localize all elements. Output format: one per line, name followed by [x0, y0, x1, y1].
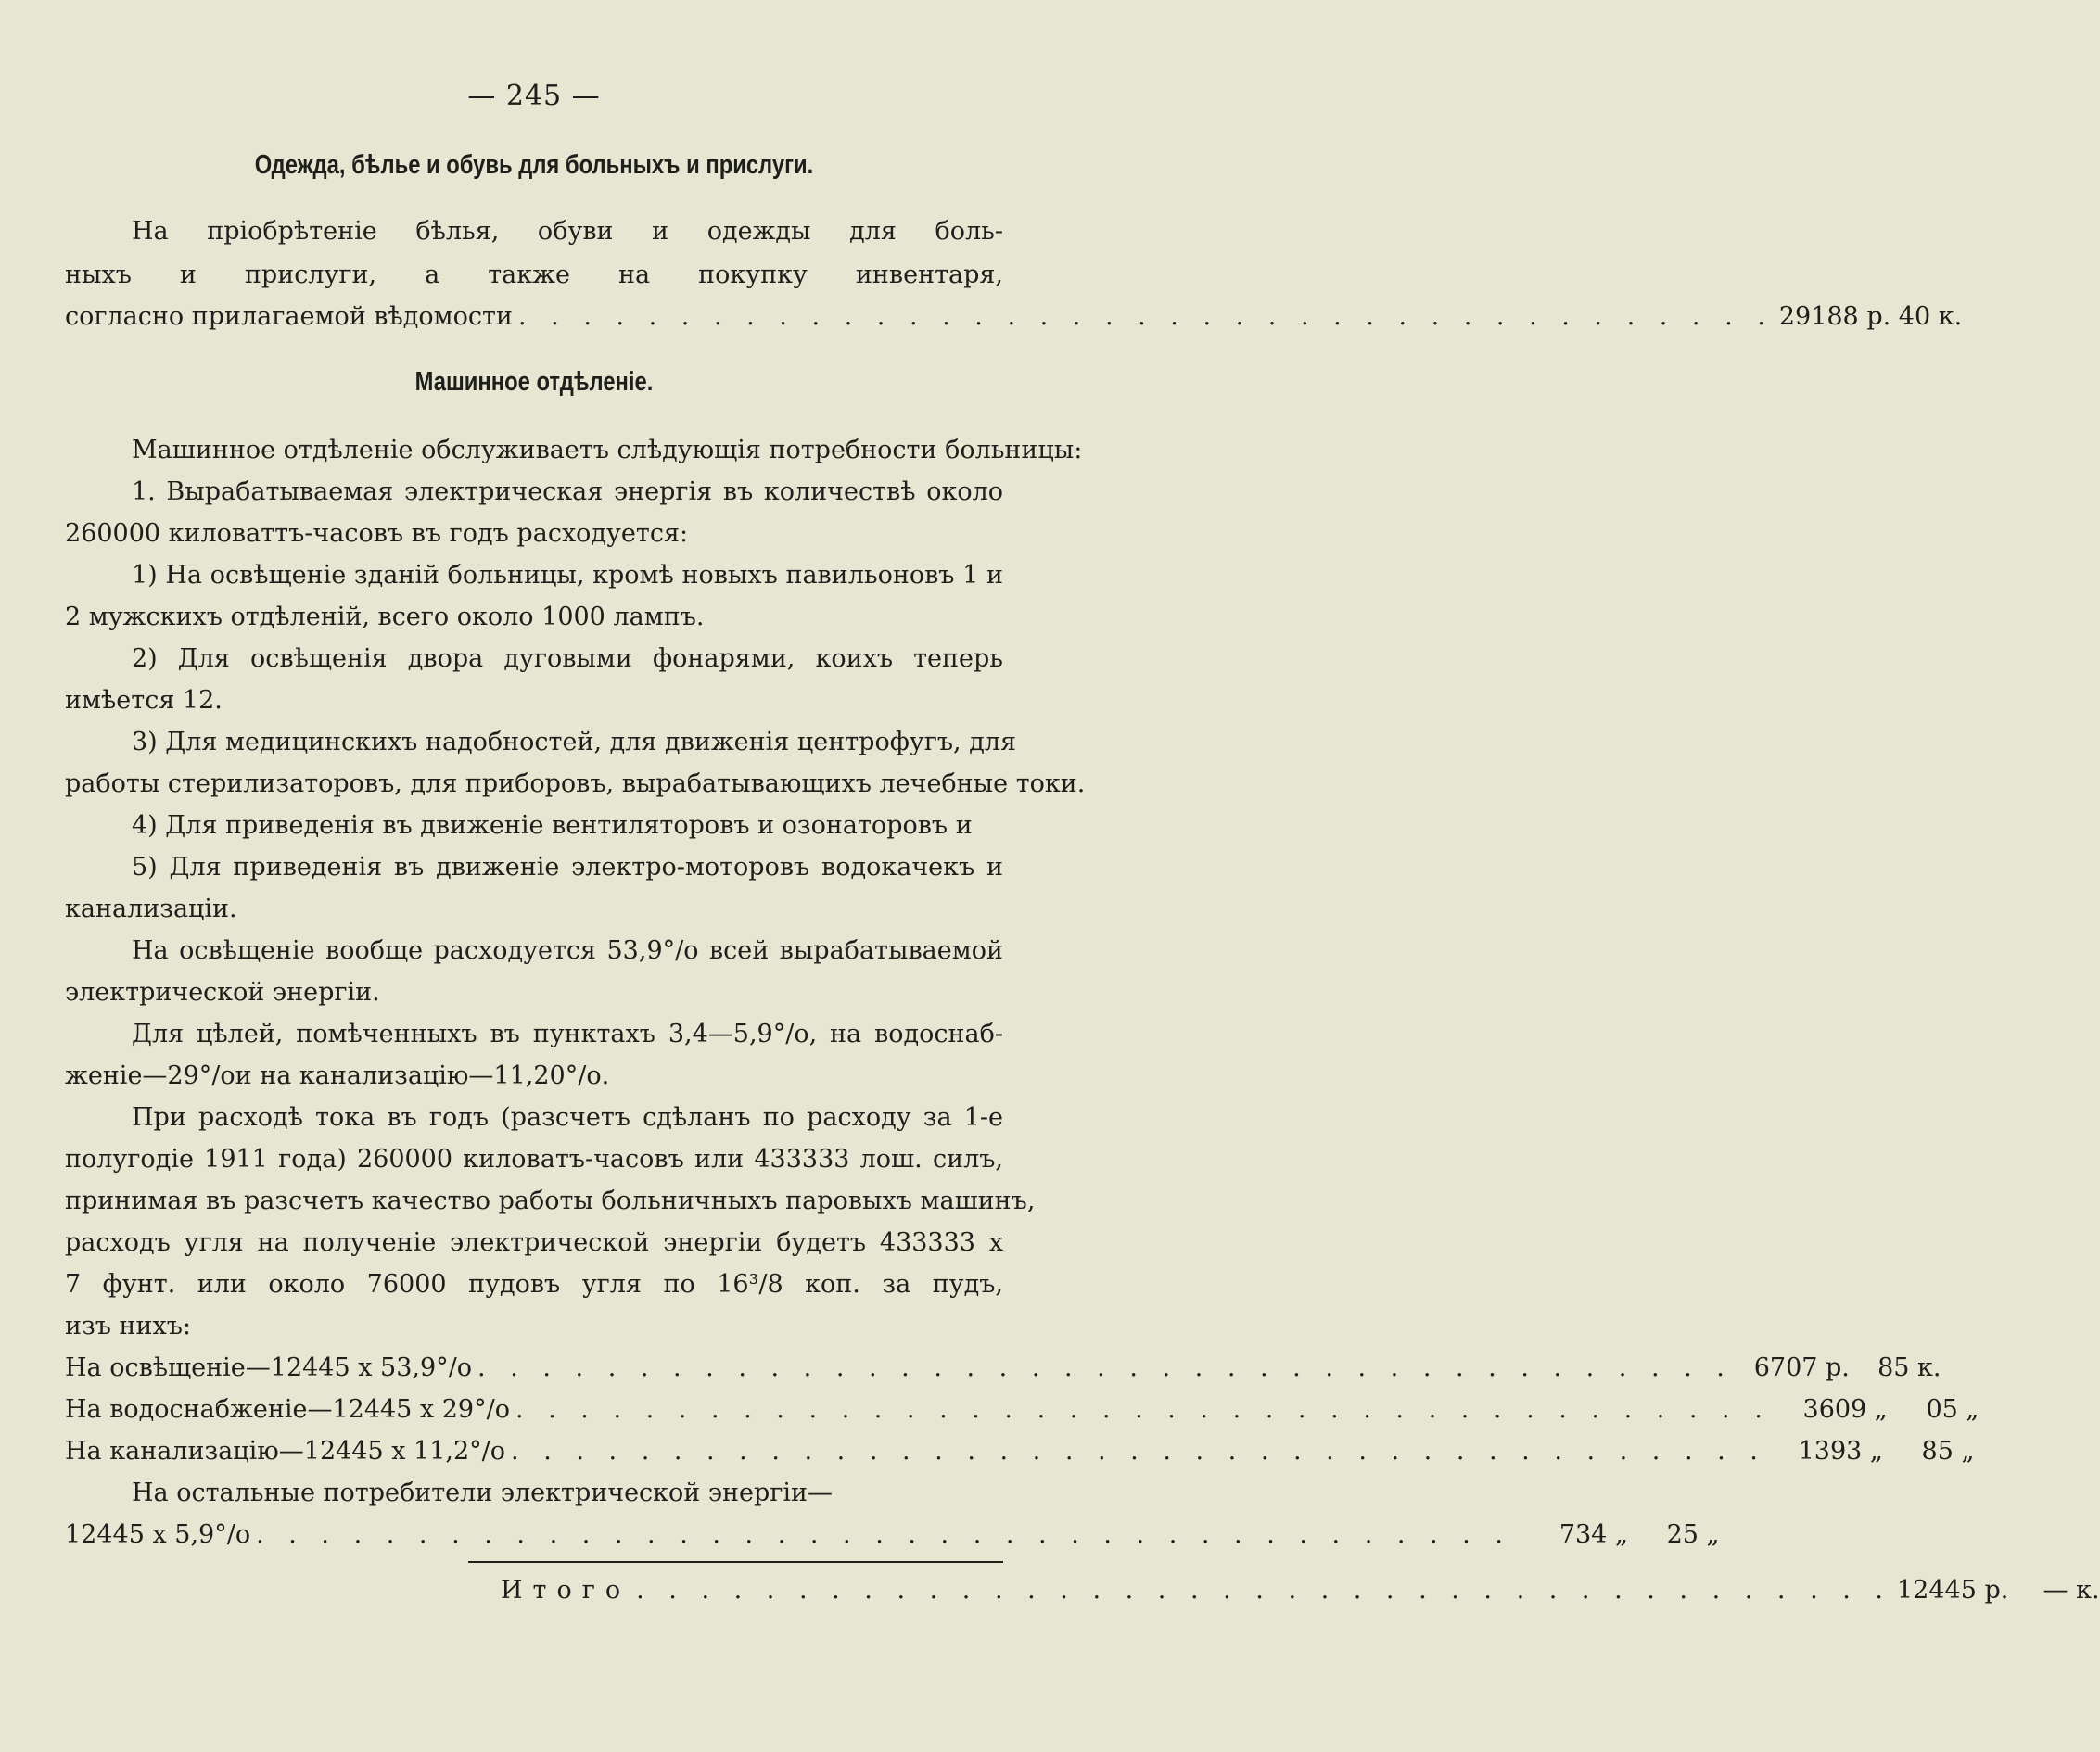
- paragraph-line: работы стерилизаторовъ, для приборовъ, вырабатывающихъ лечебные токи.: [65, 769, 1086, 798]
- paragraph-line: расходъ угля на полученіе электрической энергіи будетъ 433333 х: [65, 1228, 1003, 1257]
- paragraph-line: электрической энергіи.: [65, 978, 380, 1007]
- row-label: На канализацію—12445 х 11,2°/о: [65, 1437, 506, 1466]
- breakdown-row-other: [65, 1520, 1720, 1549]
- leader-dots: . . . . . . . . . . . . . . . . . . . . . . . . . . . . . . . . . . . . . . .: [517, 302, 1774, 331]
- paragraph-line: 7 фунт. или около 76000 пудовъ угля по 16³/8 коп. за пудъ,: [65, 1270, 1003, 1299]
- clothing-amount-row: [65, 302, 1963, 331]
- paragraph-line: При расходѣ тока въ годъ (разсчетъ сдѣланъ по расходу за 1-е: [132, 1103, 1003, 1132]
- row-kopecks: 05 „: [1926, 1395, 1979, 1424]
- leader-dots: . . . . . . . . . . . . . . . . . . . . . . . . . . . . . . . . . . . . . . .: [511, 1437, 1766, 1466]
- paragraph-line: 260000 киловаттъ-часовъ въ годъ расходуется:: [65, 519, 689, 548]
- breakdown-row-lighting: [65, 1353, 1941, 1382]
- row-label: На освѣщеніе—12445 х 53,9°/о: [65, 1353, 473, 1382]
- row-label: согласно прилагаемой вѣдомости: [65, 302, 513, 331]
- total-label: Итого: [501, 1576, 631, 1605]
- row-amount: 29188 р. 40 к.: [1778, 302, 1963, 331]
- paragraph-line: полугодіе 1911 года) 260000 киловатъ-часовъ или 433333 лош. силъ,: [65, 1145, 1003, 1174]
- breakdown-row-sewage: [65, 1437, 1975, 1466]
- row-rubles: 3609 „: [1802, 1395, 1888, 1424]
- paragraph-line: 2) Для освѣщенія двора дуговыми фонарями, коихъ теперь: [132, 644, 1003, 673]
- page-number: — 245 —: [467, 80, 601, 112]
- paragraph-line: 1. Вырабатываемая электрическая энергія въ количествѣ около: [132, 477, 1003, 506]
- leader-dots: . . . . . . . . . . . . . . . . . . . . . . . . . . . . . . . . . . . . . . .: [256, 1520, 1511, 1549]
- paragraph-line: имѣется 12.: [65, 686, 223, 715]
- paragraph-line: канализаціи.: [65, 895, 237, 923]
- row-label: На водоснабженіе—12445 х 29°/о: [65, 1395, 510, 1424]
- row-kopecks: 85 „: [1921, 1437, 1975, 1466]
- paragraph-line: На освѣщеніе вообще расходуется 53,9°/о всей вырабатываемой: [132, 936, 1003, 965]
- row-rubles: 6707 р.: [1753, 1353, 1850, 1382]
- row-kopecks: 25 „: [1666, 1520, 1720, 1549]
- row-label: 12445 х 5,9°/о: [65, 1520, 251, 1549]
- paragraph-line: На пріобрѣтеніе бѣлья, обуви и одежды для боль-: [132, 217, 1003, 246]
- paragraph-line: Для цѣлей, помѣченныхъ въ пунктахъ 3,4—5,9°/о, на водоснаб-: [132, 1020, 1003, 1048]
- paragraph-line: 5) Для приведенія въ движеніе электро-моторовъ водокачекъ и: [132, 853, 1003, 882]
- breakdown-row-water: [65, 1395, 1979, 1424]
- row-kopecks: 85 к.: [1877, 1353, 1941, 1382]
- section-title-clothing: Одежда, бѣлье и обувь для больныхъ и прислуги.: [254, 150, 814, 180]
- leader-dots: . . . . . . . . . . . . . . . . . . . . . . . . . . . . . . . . . . . . . . .: [636, 1576, 1891, 1605]
- row-rubles: 734 „: [1559, 1520, 1628, 1549]
- total-row: [501, 1576, 2100, 1605]
- paragraph-line: женіе—29°/ои на канализацію—11,20°/о.: [65, 1061, 610, 1090]
- leader-dots: . . . . . . . . . . . . . . . . . . . . . . . . . . . . . . . . . . . . . . .: [477, 1353, 1733, 1382]
- paragraph-line: 3) Для медицинскихъ надобностей, для движенія центрофугъ, для: [132, 728, 1017, 756]
- section-title-machine-room: Машинное отдѣленіе.: [414, 367, 654, 397]
- total-rubles: 12445 р.: [1897, 1576, 2009, 1605]
- paragraph-line: Машинное отдѣленіе обслуживаетъ слѣдующія потребности больницы:: [132, 436, 1083, 464]
- paragraph-line: принимая въ разсчетъ качество работы больничныхъ паровыхъ машинъ,: [65, 1187, 1036, 1215]
- sum-rule: [468, 1561, 1003, 1563]
- row-rubles: 1393 „: [1798, 1437, 1883, 1466]
- paragraph-line: изъ нихъ:: [65, 1312, 191, 1340]
- leader-dots: . . . . . . . . . . . . . . . . . . . . . . . . . . . . . . . . . . . . . . .: [515, 1395, 1771, 1424]
- paragraph-line: 2 мужскихъ отдѣленій, всего около 1000 лампъ.: [65, 603, 705, 631]
- paragraph-line: 4) Для приведенія въ движеніе вентиляторовъ и озонаторовъ и: [132, 811, 973, 840]
- paragraph-line: 1) На освѣщеніе зданій больницы, кромѣ новыхъ павильоновъ 1 и: [132, 561, 1003, 590]
- total-kopecks: — к.: [2043, 1576, 2100, 1605]
- paragraph-line: На остальные потребители электрической энергіи—: [132, 1479, 834, 1507]
- paragraph-line: ныхъ и прислуги, а также на покупку инвентаря,: [65, 260, 1003, 289]
